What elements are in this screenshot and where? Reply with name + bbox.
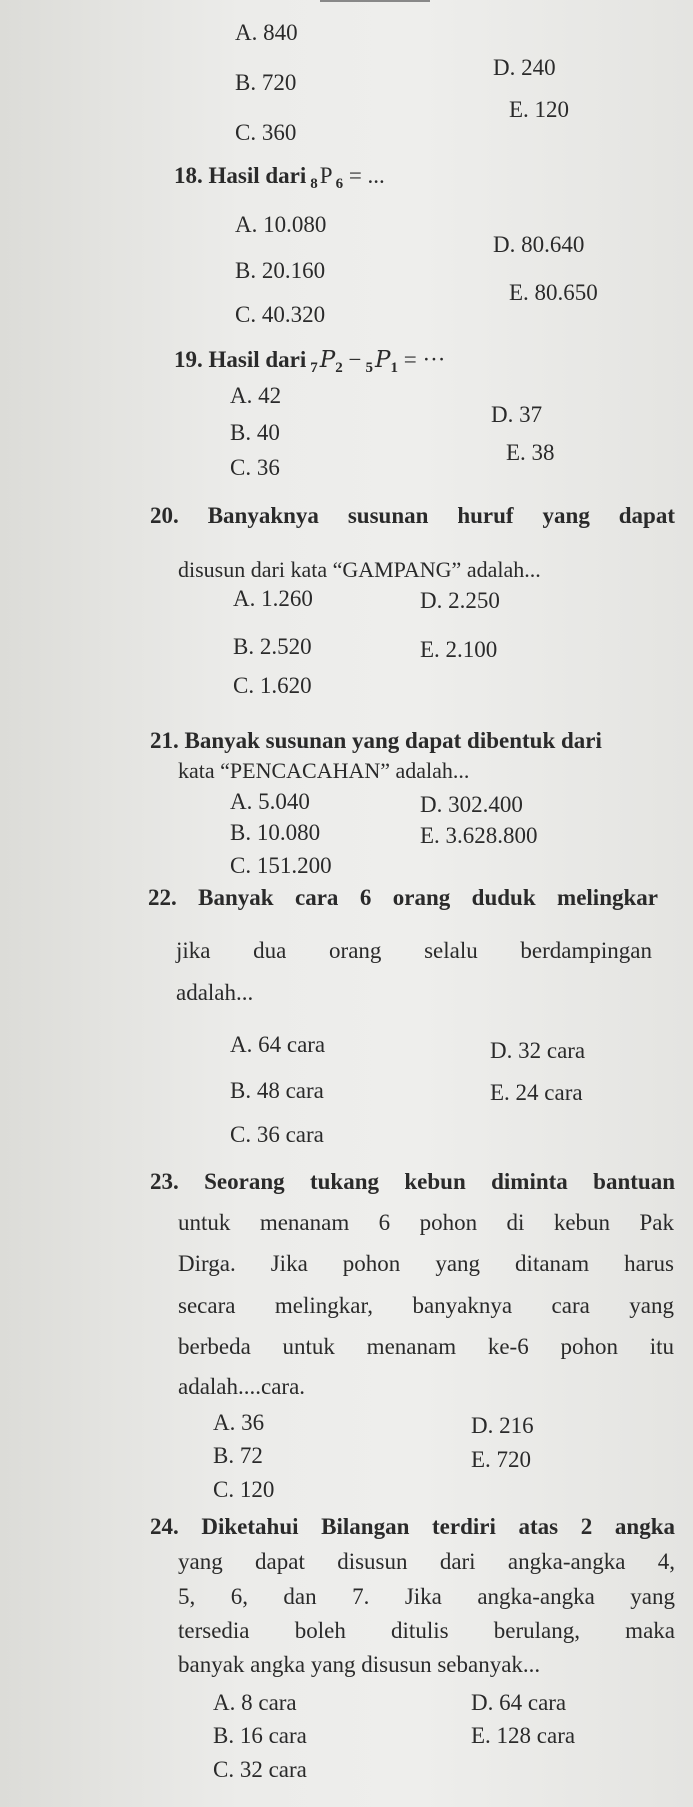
q22-option-b: B. 48 cara	[230, 1078, 324, 1103]
q24-option-b: B. 16 cara	[213, 1723, 307, 1748]
q21-option-e: E. 3.628.800	[420, 823, 538, 848]
q18-question	[174, 163, 385, 197]
q24-option-d: D. 64 cara	[471, 1690, 567, 1715]
q22-option-d: D. 32 cara	[490, 1038, 586, 1063]
q18-text-prefix: 18. Hasil dari	[174, 163, 307, 188]
q18-option-c: C. 40.320	[235, 302, 326, 327]
q21-line-2: kata “PENCACAHAN” adalah...	[178, 758, 470, 783]
q19-p-second: P	[374, 347, 391, 373]
q21-option-a: A. 5.040	[230, 789, 310, 814]
q19-p-first: P	[319, 347, 336, 373]
q18-pre-sub: 8	[310, 176, 318, 192]
q24-line-2: yang dapat disusun dari angka-angka 4,	[178, 1549, 675, 1574]
q20-line-2: disusun dari kata “GAMPANG” adalah...	[178, 557, 541, 582]
q23-line-4: secara melingkar, banyaknya cara yang	[178, 1293, 674, 1318]
q19-text-prefix: 19. Hasil dari	[174, 347, 307, 372]
q20-option-d: D. 2.250	[420, 588, 500, 613]
q18-p: P	[319, 163, 333, 188]
q19-option-d: D. 37	[491, 402, 543, 427]
q18-text-suffix: = ...	[348, 163, 385, 188]
q19-option-c: C. 36	[230, 455, 280, 480]
q19-option-b: B. 40	[230, 420, 280, 445]
q18-option-a: A. 10.080	[235, 212, 327, 237]
q21-option-b: B. 10.080	[230, 820, 321, 845]
q22-line-2: jika dua orang selalu berdampingan	[176, 938, 652, 963]
q23-option-a: A. 36	[213, 1410, 265, 1435]
q23-option-e: E. 720	[471, 1447, 532, 1472]
q20-option-a: A. 1.260	[233, 586, 313, 611]
q22-line-3: adalah...	[176, 980, 254, 1005]
q24-line-4: tersedia boleh ditulis berulang, maka	[178, 1618, 675, 1643]
q22-line-1: 22. Banyak cara 6 orang duduk melingkar	[148, 885, 658, 910]
q23-line-1: 23. Seorang tukang kebun diminta bantuan	[150, 1169, 675, 1194]
q19-option-a: A. 42	[230, 383, 282, 408]
q17-option-b: B. 720	[235, 70, 297, 95]
q19-option-e: E. 38	[506, 440, 555, 465]
q24-option-c: C. 32 cara	[213, 1757, 307, 1782]
q23-line-3: Dirga. Jika pohon yang ditanam harus	[178, 1251, 674, 1276]
q18-option-e: E. 80.650	[509, 280, 598, 305]
q23-option-b: B. 72	[213, 1443, 263, 1468]
q20-option-e: E. 2.100	[420, 637, 498, 662]
q20-option-c: C. 1.620	[233, 673, 312, 698]
q19-sub2: 2	[335, 360, 343, 376]
q22-option-e: E. 24 cara	[490, 1080, 583, 1105]
q18-post-sub: 6	[335, 176, 344, 192]
q17-option-a: A. 840	[235, 20, 298, 45]
q21-line-1: 21. Banyak susunan yang dapat dibentuk dari	[150, 728, 602, 753]
q19-question	[174, 347, 445, 381]
q17-option-d: D. 240	[493, 55, 556, 80]
q23-line-2: untuk menanam 6 pohon di kebun Pak	[178, 1210, 674, 1235]
q17-option-e: E. 120	[509, 97, 570, 122]
q24-line-1: 24. Diketahui Bilangan terdiri atas 2 angka	[150, 1514, 675, 1539]
q24-line-3: 5, 6, dan 7. Jika angka-angka yang	[178, 1584, 675, 1609]
q21-option-c: C. 151.200	[230, 853, 332, 878]
q23-line-6: adalah....cara.	[178, 1374, 306, 1399]
q23-line-5: berbeda untuk menanam ke-6 pohon itu	[178, 1334, 674, 1359]
q19-sub5: 5	[365, 360, 373, 376]
q24-option-a: A. 8 cara	[213, 1690, 297, 1715]
q19-sub7: 7	[310, 360, 318, 376]
q23-option-c: C. 120	[213, 1477, 275, 1502]
q22-option-a: A. 64 cara	[230, 1032, 326, 1057]
q24-line-5: banyak angka yang disusun sebanyak...	[178, 1652, 541, 1677]
q24-option-e: E. 128 cara	[471, 1723, 576, 1748]
q21-option-d: D. 302.400	[420, 792, 523, 817]
q20-option-b: B. 2.520	[233, 634, 312, 659]
q18-option-d: D. 80.640	[493, 232, 585, 257]
q23-option-d: D. 216	[471, 1413, 534, 1438]
q19-text-suffix: = ···	[403, 347, 446, 372]
q19-minus: −	[348, 347, 362, 372]
q22-option-c: C. 36 cara	[230, 1122, 324, 1147]
q19-sub1: 1	[390, 360, 398, 376]
top-edge-line	[320, 0, 430, 2]
q20-line-1: 20. Banyaknya susunan huruf yang dapat	[150, 503, 675, 528]
q18-option-b: B. 20.160	[235, 258, 326, 283]
q17-option-c: C. 360	[235, 120, 297, 145]
